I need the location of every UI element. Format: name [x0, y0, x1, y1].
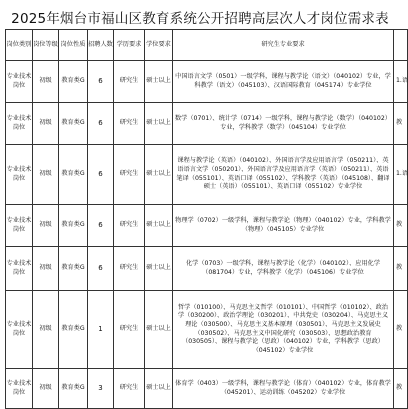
table-row — [6, 247, 408, 291]
cell-count: 6 — [88, 205, 114, 247]
cell-nature: 教育类G — [59, 61, 88, 103]
header-major-requirement: 研究生专业要求 — [173, 30, 394, 61]
cell-major-requirement: 中国语言文学（0501）一级学科，课程与教学论（语文）（040102）专业，学科教学（语文）（045103）、汉语国际教育（045174）专业学位 — [173, 61, 394, 103]
cell-nature: 教育类G — [59, 291, 88, 369]
cell-education: 研究生 — [114, 369, 145, 409]
table-row — [6, 369, 408, 409]
cell-nature: 教育类G — [59, 205, 88, 247]
cell-category: 专业技术岗位 — [6, 145, 33, 205]
cell-degree: 硕士以上 — [145, 61, 173, 103]
cell-nature: 教育类G — [59, 247, 88, 291]
cell-education: 研究生 — [114, 247, 145, 291]
cell-major-requirement: 数学（0701）、统计学（0714）一级学科，课程与教学论（数学）（040102）专业，学科教学（数学）（045104）专业学位 — [173, 103, 394, 145]
table-row — [6, 145, 408, 205]
cell-degree: 硕士以上 — [145, 205, 173, 247]
header-category: 岗位类别 — [6, 30, 33, 61]
page-title: 2025年烟台市福山区教育系统公开招聘高层次人才岗位需求表 — [11, 11, 389, 27]
cell-education: 研究生 — [114, 291, 145, 369]
cell-major-requirement: 化学（0703）一级学科，课程与教学论（化学）（040102）、应用化学（081704）专业，学科教学（化学）（045106）专业学位 — [173, 247, 394, 291]
table-row — [6, 103, 408, 145]
cell-level: 初级 — [33, 291, 59, 369]
cell-level: 初级 — [33, 247, 59, 291]
cell-level: 初级 — [33, 369, 59, 409]
cell-level: 初级 — [33, 205, 59, 247]
table-row — [6, 205, 408, 247]
cell-extra: 1.语 — [394, 145, 408, 205]
cell-extra: 教 — [394, 369, 408, 409]
cell-major-requirement: 课程与教学论（英语）（040102）、外国语言学及应用语言学（050211）、英语语言文学（050201）、外国语言学及应用语言学（英语）（050211）、英语笔译（055101）、英语口译（055102）、学科教学（英语）（045108）、翻译硕士（英语）（055101）、英语口译（055102）专业学位 — [173, 145, 394, 205]
table-row — [6, 291, 408, 369]
cell-extra: 1.语 — [394, 61, 408, 103]
cell-education: 研究生 — [114, 145, 145, 205]
cell-education: 研究生 — [114, 103, 145, 145]
cell-nature: 教育类G — [59, 145, 88, 205]
cell-category: 专业技术岗位 — [6, 291, 33, 369]
cell-category: 专业技术岗位 — [6, 103, 33, 145]
cell-major-requirement: 哲学（010100）、马克思主义哲学（010101）、中国哲学（010102）、政治学（030200）、政治学理论（030201）、中共党史（030204）、马克思主义理论（030500）、马克思主义基本原理（030501）、马克思主义发展史（030502）、马克思主义中国化研究（030503）、思想政治教育（030505）、课程与教学论（思政）（040102）专业，学科教学（思政）（045102）专业学位 — [173, 291, 394, 369]
header-count: 招聘人数 — [88, 30, 114, 61]
cell-category: 专业技术岗位 — [6, 205, 33, 247]
cell-count: 6 — [88, 247, 114, 291]
cell-category: 专业技术岗位 — [6, 369, 33, 409]
cell-education: 研究生 — [114, 61, 145, 103]
cell-extra: 教 — [394, 291, 408, 369]
cell-degree: 硕士以上 — [145, 369, 173, 409]
table-header-row — [6, 30, 408, 61]
cell-extra: 教 — [394, 205, 408, 247]
header-degree: 学位要求 — [145, 30, 173, 61]
job-requirements-table — [5, 29, 408, 409]
table-row — [6, 61, 408, 103]
cell-count: 3 — [88, 369, 114, 409]
cell-count: 6 — [88, 103, 114, 145]
header-education: 学历要求 — [114, 30, 145, 61]
header-nature: 岗位性质 — [59, 30, 88, 61]
cell-degree: 硕士以上 — [145, 145, 173, 205]
cell-count: 1 — [88, 291, 114, 369]
cell-level: 初级 — [33, 61, 59, 103]
cell-education: 研究生 — [114, 205, 145, 247]
cell-nature: 教育类G — [59, 369, 88, 409]
cell-nature: 教育类G — [59, 103, 88, 145]
cell-degree: 硕士以上 — [145, 291, 173, 369]
cell-level: 初级 — [33, 145, 59, 205]
cell-major-requirement: 物理学（0702）一级学科，课程与教学论（物理）（040102）专业，学科教学（物理）（045105）专业学位 — [173, 205, 394, 247]
header-level: 岗位等级 — [33, 30, 59, 61]
cell-category: 专业技术岗位 — [6, 247, 33, 291]
cell-level: 初级 — [33, 103, 59, 145]
header-extra — [394, 30, 408, 61]
cell-count: 6 — [88, 145, 114, 205]
cell-extra: 教 — [394, 103, 408, 145]
cell-degree: 硕士以上 — [145, 247, 173, 291]
cell-degree: 硕士以上 — [145, 103, 173, 145]
cell-extra: 教 — [394, 247, 408, 291]
cell-count: 6 — [88, 61, 114, 103]
cell-major-requirement: 体育学（0403）一级学科，课程与教学论（体育）（040102）专业，体育教学（045201）、运动训练（045202）专业学位 — [173, 369, 394, 409]
cell-category: 专业技术岗位 — [6, 61, 33, 103]
